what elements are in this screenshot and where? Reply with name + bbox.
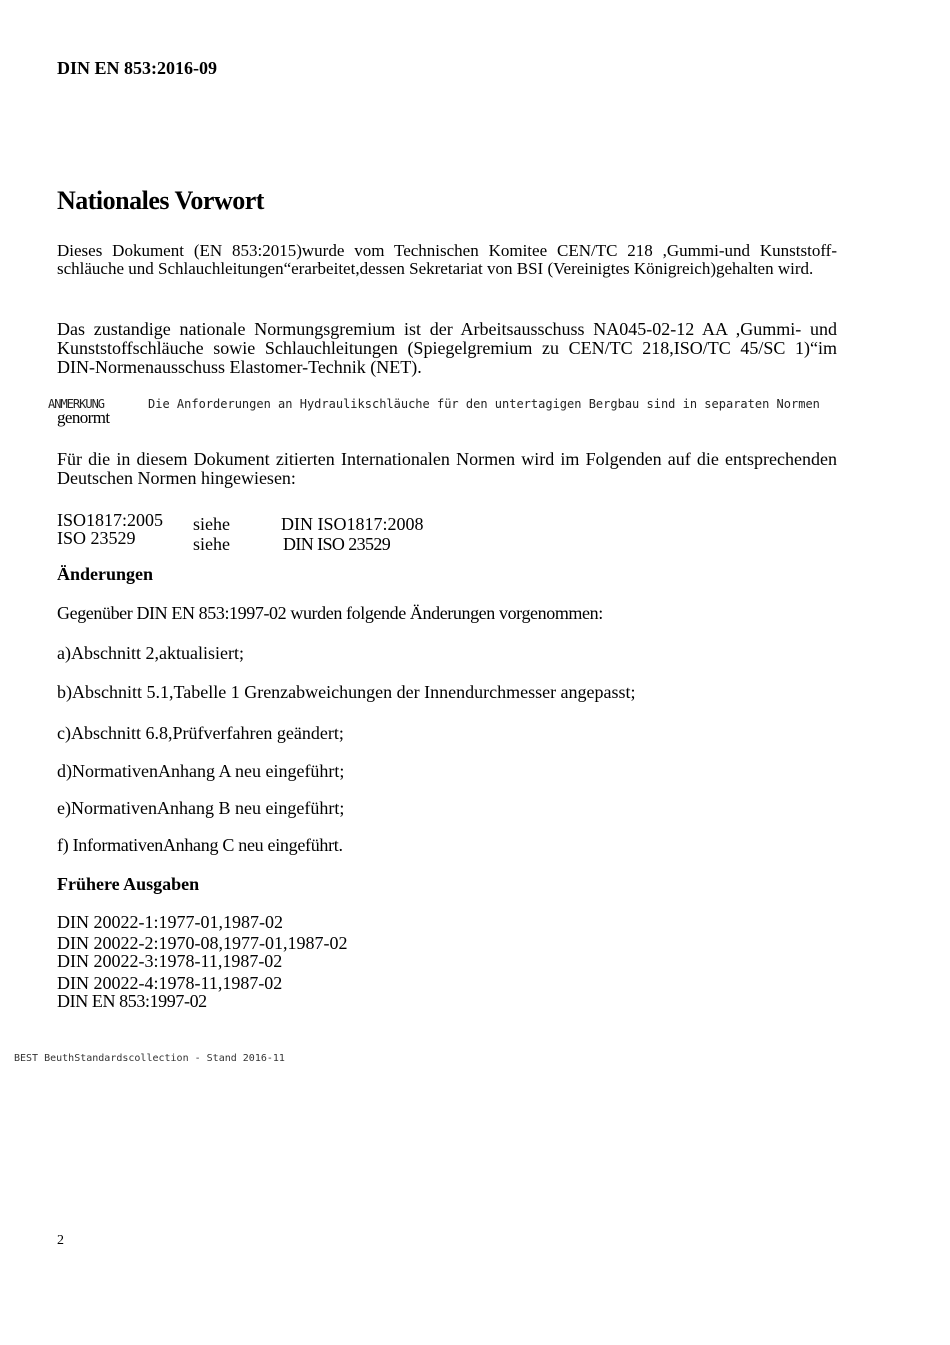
- ref-din: DIN ISO 23529: [283, 534, 391, 554]
- page-number: 2: [57, 1233, 64, 1248]
- ref-iso: ISO1817:2005: [57, 510, 164, 530]
- list-item: DIN 20022-1:1977-01,1987-02: [57, 912, 283, 932]
- note-label: ANMERKUNG: [48, 397, 105, 411]
- list-item: DIN 20022-2:1970-08,1977-01,1987-02: [57, 933, 348, 953]
- previous-editions-heading: Frühere Ausgaben: [57, 874, 200, 894]
- list-item: b)Abschnitt 5.1,Tabelle 1 Grenzabweichungen der Innendurchmesser angepasst;: [57, 682, 636, 702]
- list-item: f) InformativenAnhang C neu eingeführt.: [57, 835, 343, 855]
- note-text: Die Anforderungen an Hydraulikschläuche für den untertagigen Bergbau sind in separaten Normen: [148, 397, 820, 411]
- changes-heading: Änderungen: [57, 564, 154, 584]
- list-item: c)Abschnitt 6.8,Prüfverfahren geändert;: [57, 723, 344, 743]
- list-item: d)NormativenAnhang A neu eingeführt;: [57, 761, 345, 781]
- note-continuation: genormt: [57, 408, 110, 427]
- list-item: DIN 20022-4:1978-11,1987-02: [57, 973, 283, 993]
- document-header-id: DIN EN 853:2016-09: [57, 58, 217, 78]
- paragraph-committee: Dieses Dokument (EN 853:2015)wurde vom Technischen Komitee CEN/TC 218 ,Gummi-und Kunststoff- schläuche und Schlauchleitungen“erarbeitet,dessen Sekretariat von BSI (Vereinigtes Königreich)gehalten wird.: [57, 241, 837, 278]
- list-item: e)NormativenAnhang B neu eingeführt;: [57, 798, 345, 818]
- ref-siehe: siehe: [193, 514, 230, 534]
- ref-siehe: siehe: [193, 534, 230, 554]
- ref-din: DIN ISO1817:2008: [281, 514, 424, 534]
- list-item: DIN 20022-3:1978-11,1987-02: [57, 951, 283, 971]
- list-item: a)Abschnitt 2,aktualisiert;: [57, 643, 244, 663]
- ref-iso: ISO 23529: [57, 528, 136, 548]
- list-item: DIN EN 853:1997-02: [57, 991, 207, 1011]
- collection-footer: BEST BeuthStandardscollection - Stand 2016-11: [14, 1053, 285, 1064]
- changes-intro: Gegenüber DIN EN 853:1997-02 wurden folgende Änderungen vorgenommen:: [57, 603, 603, 623]
- page-title: Nationales Vorwort: [57, 186, 264, 215]
- paragraph-references-intro: Für die in diesem Dokument zitierten Internationalen Normen wird im Folgenden auf die entsprechenden Deutschen Normen hingewiesen:: [57, 449, 837, 488]
- note: [48, 397, 820, 411]
- paragraph-national-committee: Das zustandige nationale Normungsgremium ist der Arbeitsausschuss NA045-02-12 AA ,Gummi- und Kunststoffschläuche sowie Schlauchleitungen (Spiegelgremium zu CEN/TC 218,ISO/TC 45/SC 1)“im DIN-Normenausschuss Elastomer-Technik (NET).: [57, 319, 837, 377]
